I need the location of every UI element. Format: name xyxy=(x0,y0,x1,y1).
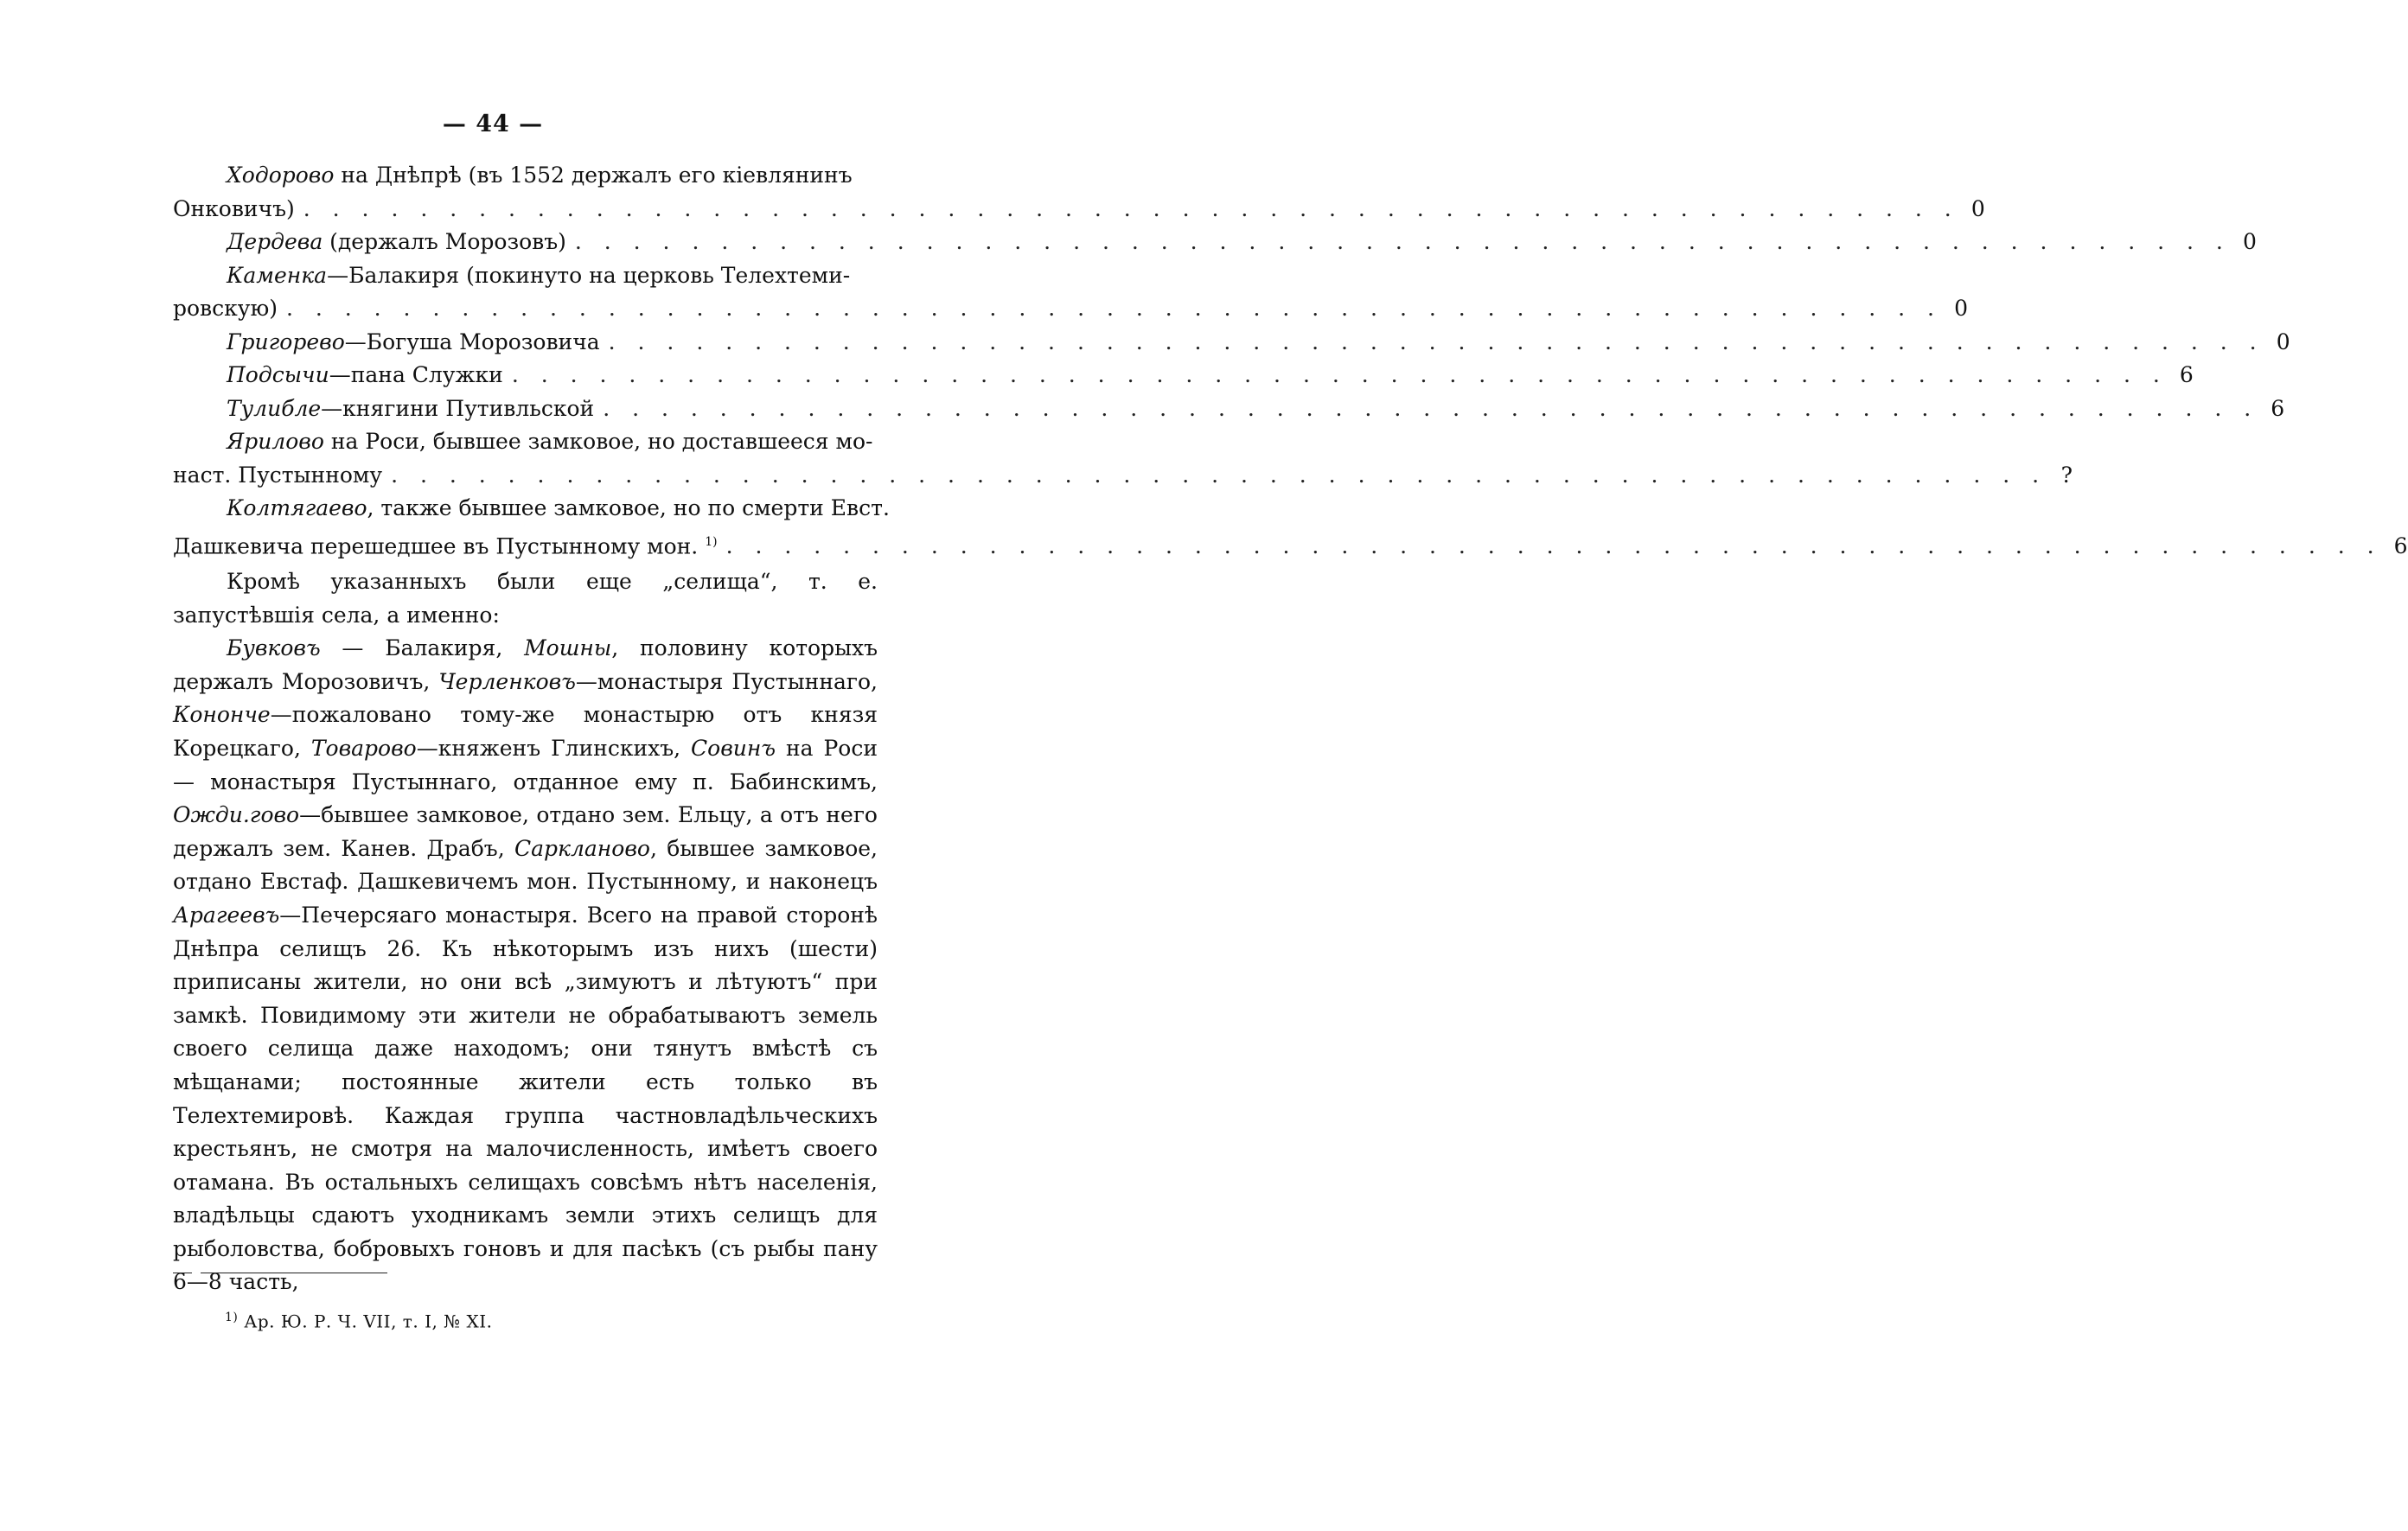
footnote xyxy=(225,1311,492,1332)
footnote-text: Ар. Ю. Р. Ч. VII, т. I, № XI. xyxy=(238,1311,493,1332)
list-item xyxy=(173,226,2257,259)
village-name: Сарклановo xyxy=(514,835,650,861)
entry-text: —пана Служки xyxy=(329,362,503,387)
paragraph-text: , бывшее замковое, отдано Евстаф. Дашкевичемъ мон. Пустынному, и наконецъ xyxy=(173,835,878,895)
dot-leader: . . . . . . . . . . . . . . . . . . . . . . . . . . . . . . . . . . . . . . . . . . . . . . . . . . . . . . . . . xyxy=(725,533,2382,558)
list-item xyxy=(173,159,1985,226)
entry-value: 6 xyxy=(2271,395,2285,421)
village-name: Дердева xyxy=(227,229,323,254)
entry-line xyxy=(173,492,890,526)
dot-leader: . . . . . . . . . . . . . . . . . . . . . . . . . . . . . . . . . . . . . . . . . . . . . . . . . . . . . . . . . xyxy=(511,362,2168,387)
village-name: Подсычи xyxy=(227,362,329,387)
entry-text: , также бывшее замковое, но по смерти Евст. xyxy=(367,495,890,520)
village-list xyxy=(173,159,2408,563)
village-name: Черленковъ xyxy=(438,668,576,694)
village-name: Мошны xyxy=(524,635,612,661)
entry-line xyxy=(173,459,2073,493)
entry-value: ? xyxy=(2060,462,2073,488)
entry-text: (держалъ Морозовъ) xyxy=(323,229,566,254)
body-text xyxy=(173,565,878,1299)
dot-leader: . . . . . . . . . . . . . . . . . . . . . . . . . . . . . . . . . . . . . . . . . . . . . . . . . . . . . . . . . xyxy=(603,395,2259,421)
paragraph-text: —пожаловано тому-же монастырю отъ князя Корецкаго, xyxy=(173,702,878,761)
entry-line xyxy=(173,159,878,193)
entry-text: Онковичъ) xyxy=(173,195,295,221)
entry-text: —Богуша Морозовича xyxy=(344,329,600,354)
village-name: Арагеевъ xyxy=(173,902,280,928)
entry-text: на Роси, бывшее замковое, но доставшееся мо- xyxy=(323,429,873,454)
paragraph-text: —княженъ Глинскихъ, xyxy=(416,735,692,761)
dot-leader: . . . . . . . . . . . . . . . . . . . . . . . . . . . . . . . . . . . . . . . . . . . . . . . . . . . . . . . . . xyxy=(303,195,1959,221)
entry-line xyxy=(173,226,2257,259)
entry-text: —Балакиря (покинуто на церковь Телехтеми- xyxy=(327,262,851,288)
list-item xyxy=(173,326,2290,360)
village-name: Тулибле xyxy=(227,395,322,421)
village-name: Каменка xyxy=(227,262,328,288)
entry-line xyxy=(173,193,1985,226)
entry-text: —княгини Путивльской xyxy=(321,395,595,421)
footnote-mark: 1) xyxy=(225,1311,239,1324)
dot-leader: . . . . . . . . . . . . . . . . . . . . . . . . . . . . . . . . . . . . . . . . . . . . . . . . . . . . . . . . . xyxy=(285,296,1942,321)
entry-line xyxy=(173,425,878,459)
village-name: Совинъ xyxy=(691,735,776,761)
paragraph-text: — Балакиря, xyxy=(320,635,525,661)
paragraph: Кромѣ указанныхъ были еще „селища“, т. е. запустѣвшія села, а именно: xyxy=(173,569,878,628)
dot-leader: . . . . . . . . . . . . . . . . . . . . . . . . . . . . . . . . . . . . . . . . . . . . . . . . . . . . . . . . . xyxy=(608,329,2264,354)
entry-text: Дашкевича перешедшее въ Пустынному мон. xyxy=(173,533,706,558)
entry-line xyxy=(173,292,1968,326)
paragraph-text: на Роси — монастыря Пустыннаго, отданное ему п. Бабинскимъ, xyxy=(173,735,878,794)
entry-line xyxy=(173,526,2408,564)
page-number: — 44 — xyxy=(442,111,544,137)
village-name: Ярилово xyxy=(227,429,324,454)
list-item xyxy=(173,359,2194,392)
paragraph-text: —Печерсяаго монастыря. Всего на правой сторонѣ Днѣпра селищъ 26. Къ нѣкоторымъ изъ нихъ (шести) приписаны жители, но они всѣ „зимуютъ и лѣтуютъ“ при замкѣ. Повидимому эти жители не обрабатываютъ земель своего селища даже находомъ; они тянутъ вмѣстѣ съ мѣщанами; постоянные жители есть только въ Телехтемировѣ. Каждая группа частновладѣльческихъ крестьянъ, не смотря на малочисленность, имѣетъ своего отамана. Въ остальныхъ селищахъ совсѣмъ нѣтъ населенія, владѣльцы сдаютъ уходникамъ земли этихъ селищъ для рыболовства, бобровыхъ гоновъ и для пасѣкъ (съ рыбы пану 6—8 часть, xyxy=(173,902,878,1295)
entry-value: 6 xyxy=(2393,533,2408,558)
list-item xyxy=(173,425,2073,492)
village-name: Бувковъ xyxy=(227,635,321,661)
village-name: Товарово xyxy=(310,735,417,761)
entry-line xyxy=(173,359,2194,392)
entry-value: 0 xyxy=(1954,296,1968,321)
paragraph-text: , половину которыхъ держалъ Морозовичъ, xyxy=(173,635,878,694)
village-name: Ходорово xyxy=(227,163,335,188)
paragraph xyxy=(173,632,878,1299)
entry-text: на Днѣпрѣ (въ 1552 держалъ его кіевлянинъ xyxy=(334,163,853,188)
list-item xyxy=(173,492,2408,563)
entry-value: 0 xyxy=(2276,329,2290,354)
entry-line xyxy=(173,259,878,293)
entry-text: наст. Пустынному xyxy=(173,462,383,488)
entry-value: 0 xyxy=(1970,195,1985,221)
entry-text: ровскую) xyxy=(173,296,278,321)
list-item xyxy=(173,259,1968,326)
dot-leader: . . . . . . . . . . . . . . . . . . . . . . . . . . . . . . . . . . . . . . . . . . . . . . . . . . . . . . . . . xyxy=(574,229,2231,254)
entry-value: 0 xyxy=(2242,229,2257,254)
village-name: Колтягаево xyxy=(227,495,367,520)
footnote-ref: 1) xyxy=(705,534,718,549)
list-item xyxy=(173,392,2285,426)
entry-value: 6 xyxy=(2179,362,2194,387)
entry-line xyxy=(173,392,2285,426)
dot-leader: . . . . . . . . . . . . . . . . . . . . . . . . . . . . . . . . . . . . . . . . . . . . . . . . . . . . . . . . . xyxy=(391,462,2047,488)
paragraph-text: —бывшее замковое, отдано зем. Ельцу, а отъ него держалъ зем. Канев. Драбъ, xyxy=(173,802,878,861)
village-name: Григорево xyxy=(227,329,345,354)
paragraph-text: —монастыря Пустыннаго, xyxy=(575,668,878,694)
village-name: Ожди.гово xyxy=(173,802,300,828)
entry-line xyxy=(173,326,2290,360)
village-name: Кононче xyxy=(173,702,271,728)
